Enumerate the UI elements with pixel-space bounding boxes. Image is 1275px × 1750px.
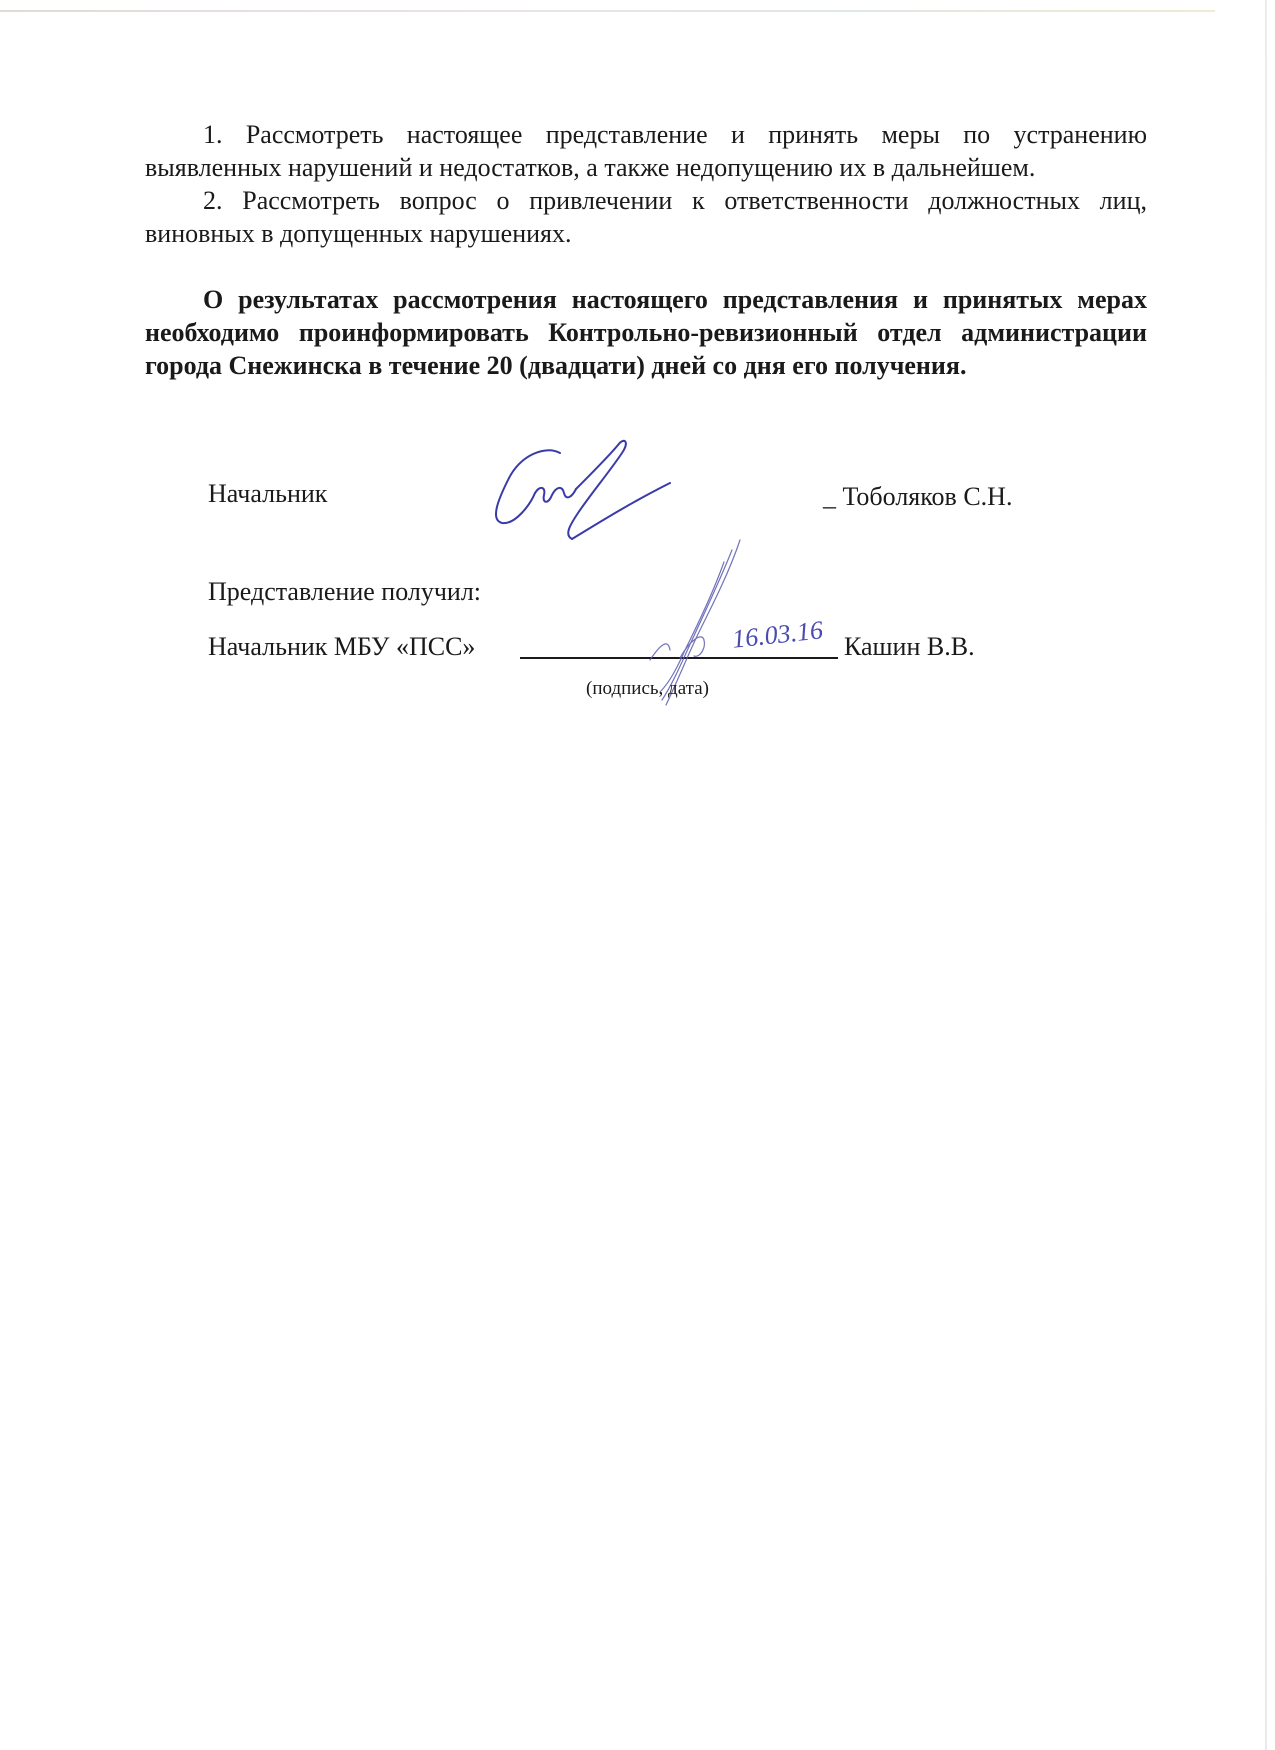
signer-position: Начальник <box>208 479 328 508</box>
notice-paragraph: О результатах рассмотрения настоящего представления и принятых мерах необходимо проинформировать Контрольно-ревизионный отдел администрации города Снежинска в течение 20 (двадцати) дней со дня его получения. <box>145 285 1147 380</box>
received-label: Представление получил: <box>208 577 482 606</box>
recipient-name: Кашин В.В. <box>844 632 975 661</box>
signature-toboliakov <box>490 435 680 545</box>
item-2: 2. Рассмотреть вопрос о привлечении к ответственности должностных лиц, виновных в допущенных нарушениях. <box>145 186 1147 248</box>
document-body <box>145 118 1147 382</box>
signer-name: _ Тоболяков С.Н. <box>823 482 1013 511</box>
recipient-position: Начальник МБУ «ПСС» <box>208 632 476 661</box>
scan-edge-right <box>1265 0 1267 1750</box>
signature-caption: (подпись, дата) <box>586 678 709 699</box>
handwritten-date: 16.03.16 <box>730 615 825 654</box>
item-1: 1. Рассмотреть настоящее представление и принять меры по устранению выявленных нарушений и недостатков, а также недопущению их в дальнейшем. <box>145 120 1147 182</box>
scan-edge-top <box>0 10 1215 12</box>
